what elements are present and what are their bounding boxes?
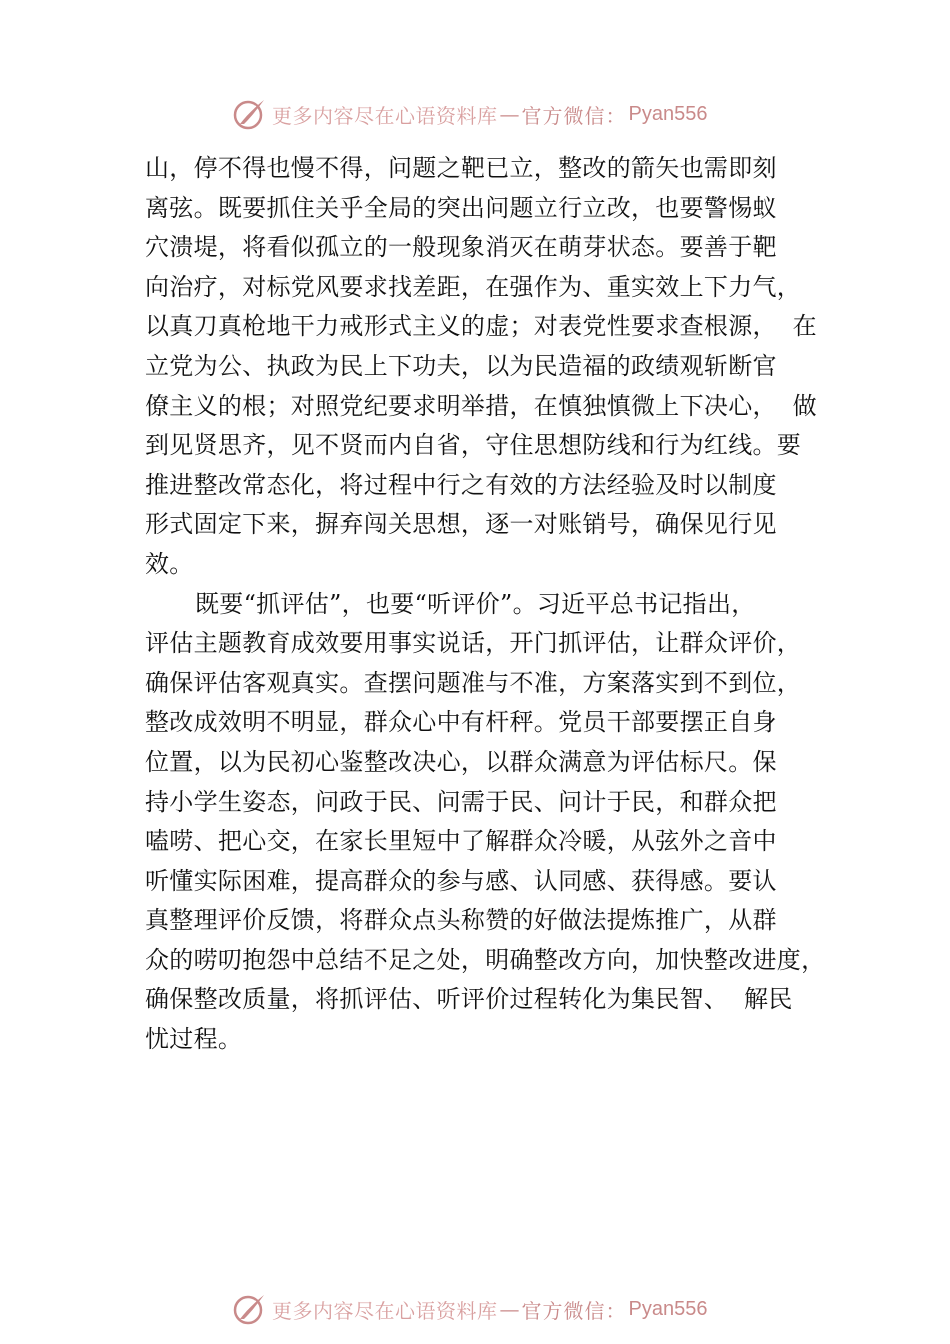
document-body — [145, 149, 835, 1060]
footer-watermark — [232, 1291, 707, 1327]
watermark-official-label: 官方微信： — [521, 103, 627, 128]
text-line: 确保评估客观真实。查摆问题准与不准，方案落实到不到位， — [145, 668, 802, 697]
watermark-text: 更多内容尽在心语资料库 — [272, 1298, 498, 1323]
text-line: 山，停不得也慢不得，问题之靶已立，整改的箭矢也需即刻 — [145, 154, 777, 182]
watermark-separator: — — [499, 102, 520, 126]
text-line: 效。 — [145, 549, 194, 578]
text-line: 众的唠叨抱怨中总结不足之处，明确整改方向，加快整改进度， — [145, 945, 826, 974]
text-line: 真整理评价反馈，将群众点头称赞的好做法提炼推广，从群 — [145, 906, 777, 935]
text-line: 僚主义的根；对照党纪要求明举措，在慎独慎微上下决心， 做 — [145, 391, 817, 420]
text-line: 到见贤思齐，见不贤而内自省，守住思想防线和行为红线。要 — [145, 431, 802, 460]
text-line: 嗑唠、把心交，在家长里短中了解群众冷暖，从弦外之音中 — [145, 827, 777, 856]
watermark-wechat-id: Pyan556 — [628, 102, 708, 125]
text-line: 位置，以为民初心鉴整改决心，以群众满意为评估标尺。保 — [145, 747, 777, 776]
text-line: 确保整改质量，将抓评估、听评价过程转化为集民智、 解民 — [145, 985, 793, 1014]
text-line: 推进整改常态化，将过程中行之有效的方法经验及时以制度 — [145, 470, 777, 499]
text-line: 忧过程。 — [145, 1025, 243, 1054]
text-line: 听懂实际困难，提高群众的参与感、认同感、获得感。要认 — [145, 866, 777, 895]
text-line: 以真刀真枪地干力戒形式主义的虚；对表党性要求查根源， 在 — [145, 312, 817, 341]
text-line: 形式固定下来，摒弃闯关思想，逐一对账销号，确保见行见 — [145, 510, 777, 539]
quill-pen-circle-icon — [232, 1291, 268, 1327]
text-line: 评估主题教育成效要用事实说话，开门抓评估，让群众评价， — [145, 629, 802, 658]
header-watermark — [232, 96, 707, 132]
text-line: 整改成效明不明显，群众心中有杆秤。党员干部要摆正自身 — [145, 708, 777, 737]
text-line: 向治疗，对标党风要求找差距，在强作为、重实效上下力气， — [145, 272, 802, 301]
text-line: 离弦。既要抓住关乎全局的突出问题立行立改，也要警惕蚁 — [145, 193, 777, 222]
watermark-text: 更多内容尽在心语资料库 — [272, 103, 498, 128]
watermark-official-label: 官方微信： — [521, 1298, 627, 1323]
paragraph-start-line: 既要“抓评估”，也要“听评价”。习近平总书记指出， — [195, 589, 756, 618]
watermark-separator: — — [499, 1297, 520, 1321]
text-line: 立党为公、执政为民上下功夫，以为民造福的政绩观斩断官 — [145, 351, 777, 380]
quill-pen-circle-icon — [232, 96, 268, 132]
watermark-wechat-id: Pyan556 — [628, 1297, 708, 1320]
text-line: 持小学生姿态，问政于民、问需于民、问计于民，和群众把 — [145, 787, 777, 816]
text-line: 穴溃堤，将看似孤立的一般现象消灭在萌芽状态。要善于靶 — [145, 233, 777, 262]
